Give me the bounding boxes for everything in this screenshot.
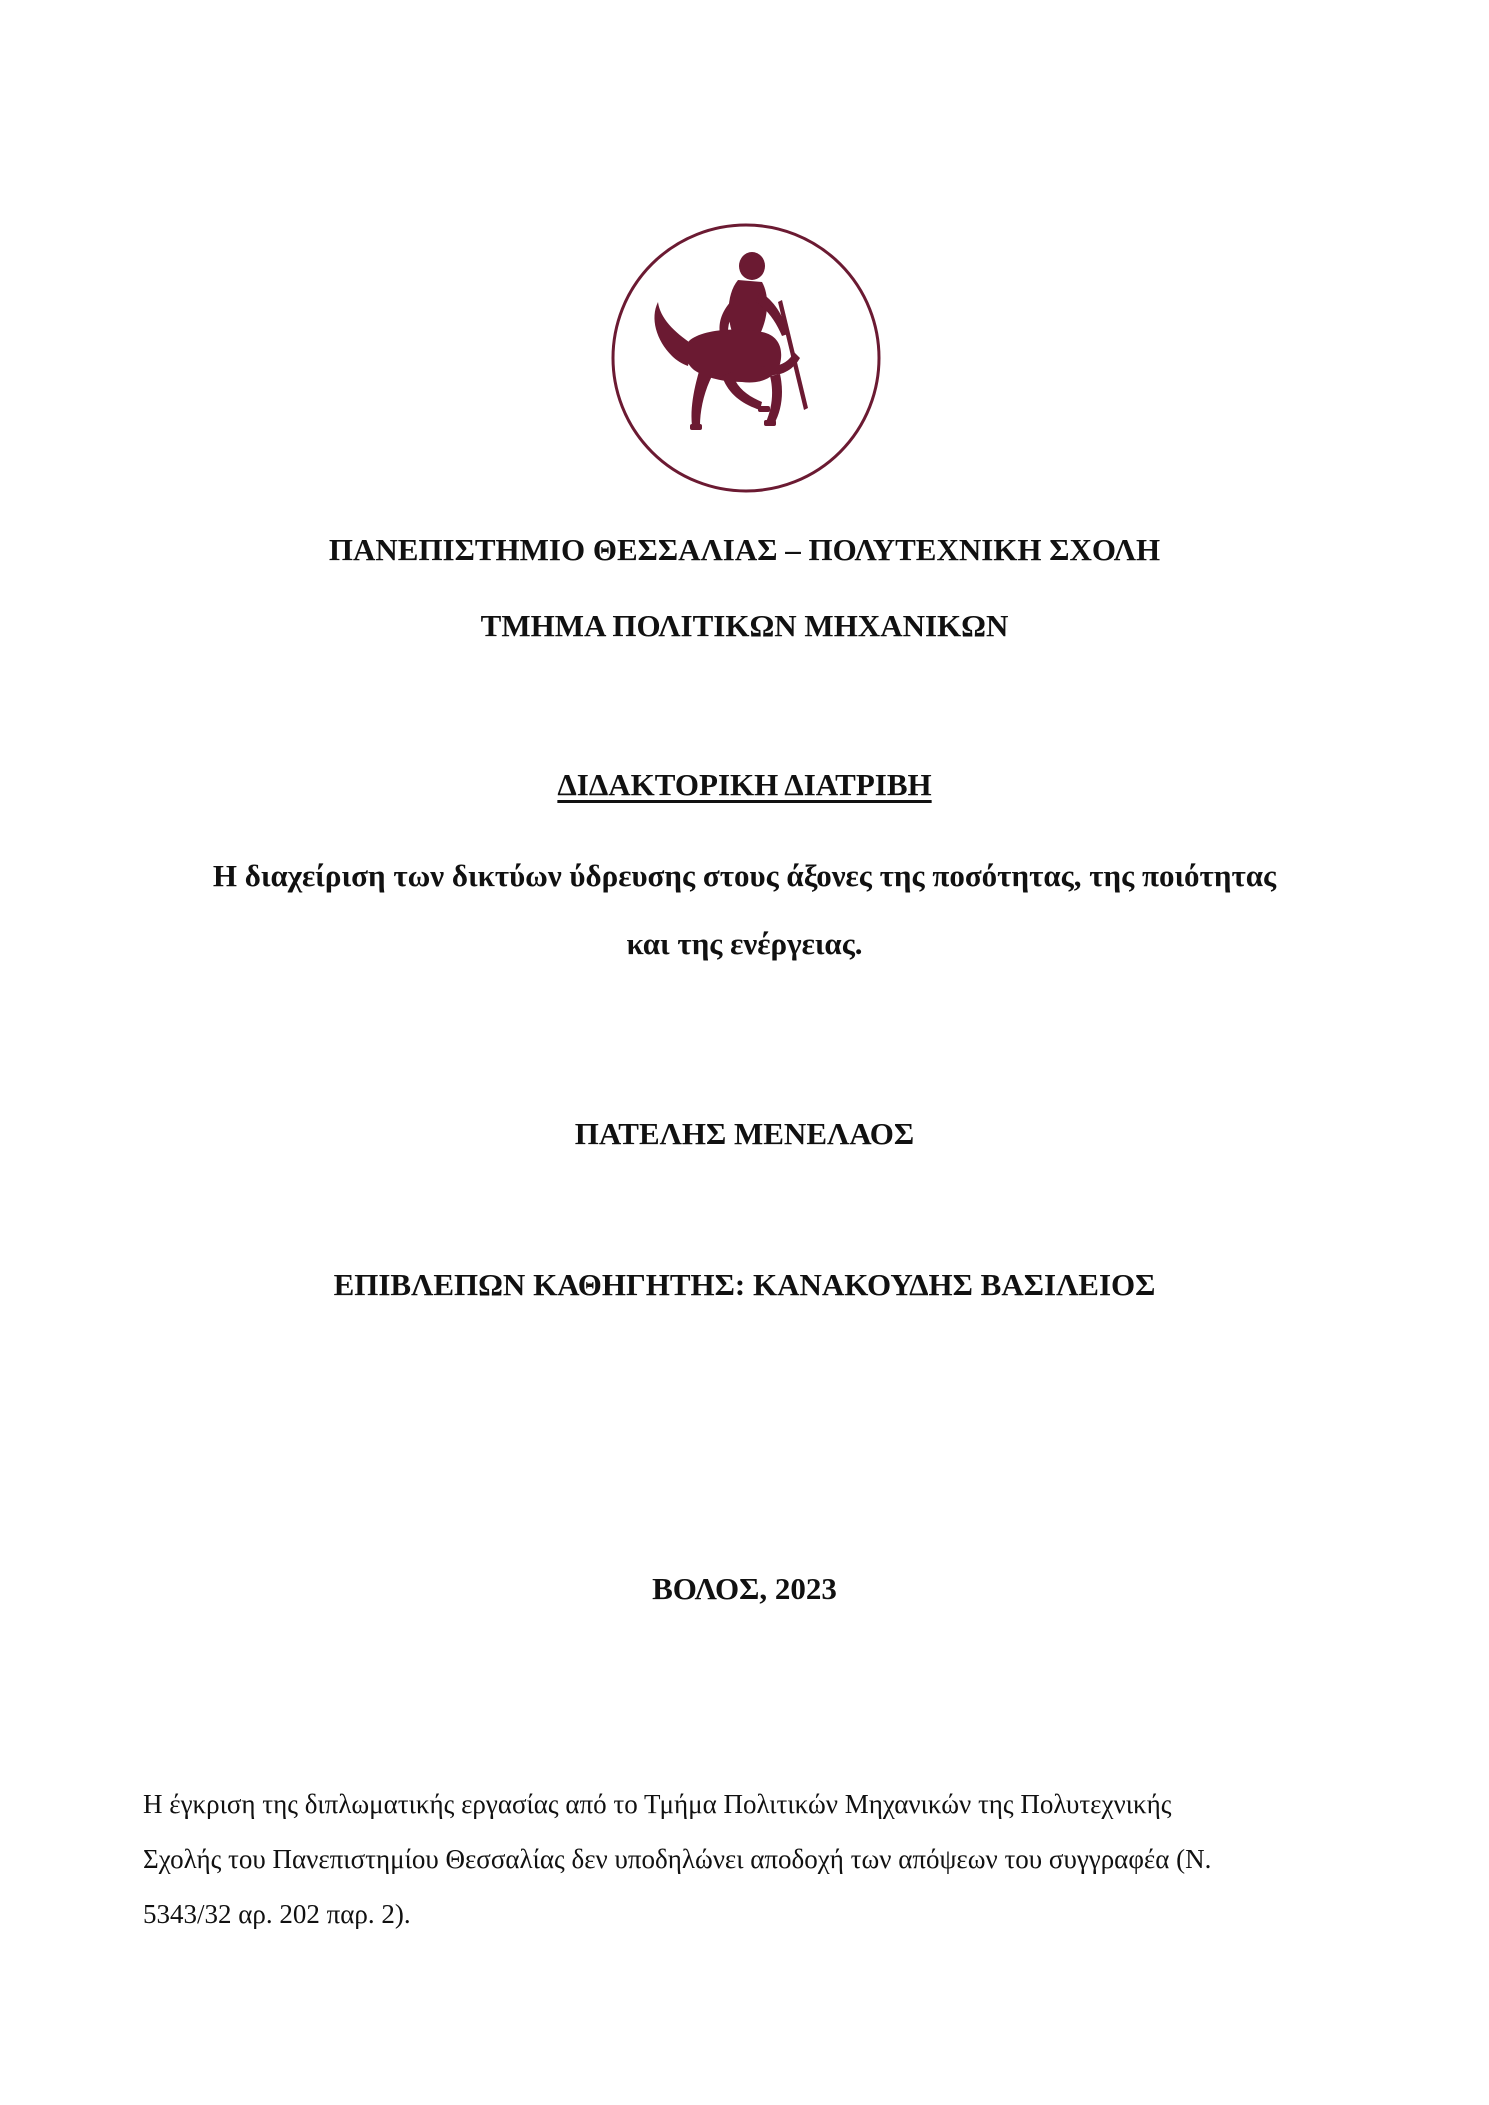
approval-disclaimer	[143, 1777, 1348, 1942]
department-name: ΤΜΗΜΑ ΠΟΛΙΤΙΚΩΝ ΜΗΧΑΝΙΚΩΝ	[480, 608, 1009, 643]
disclaimer-line: 5343/32 αρ. 202 παρ. 2).	[143, 1899, 411, 1929]
place-and-year: ΒΟΛΟΣ, 2023	[652, 1571, 837, 1606]
disclaimer-line: Σχολής του Πανεπιστημίου Θεσσαλίας δεν υποδηλώνει αποδοχή των απόψεων του συγγραφέα (Ν.	[143, 1844, 1212, 1874]
university-name: ΠΑΝΕΠΙΣΤΗΜΙΟ ΘΕΣΣΑΛΙΑΣ – ΠΟΛΥΤΕΧΝΙΚΗ ΣΧΟΛΗ	[328, 532, 1161, 567]
author-name: ΠΑΤΕΛΗΣ ΜΕΝΕΛΑΟΣ	[574, 1116, 915, 1151]
thesis-title	[100, 842, 1389, 978]
supervisor-line: ΕΠΙΒΛΕΠΩΝ ΚΑΘΗΓΗΤΗΣ: ΚΑΝΑΚΟΥΔΗΣ ΒΑΣΙΛΕΙΟΣ	[333, 1267, 1156, 1302]
thesis-title-line: και της ενέργειας.	[626, 926, 863, 961]
document-type-heading: ΔΙΔΑΚΤΟΡΙΚΗ ΔΙΑΤΡΙΒΗ	[557, 767, 932, 802]
centaur-logo-icon	[610, 222, 882, 494]
disclaimer-line: Η έγκριση της διπλωματικής εργασίας από το Τμήμα Πολιτικών Μηχανικών της Πολυτεχνικής	[143, 1789, 1172, 1819]
thesis-title-line: Η διαχείριση των δικτύων ύδρευσης στους άξονες της ποσότητας, της ποιότητας	[212, 858, 1277, 893]
